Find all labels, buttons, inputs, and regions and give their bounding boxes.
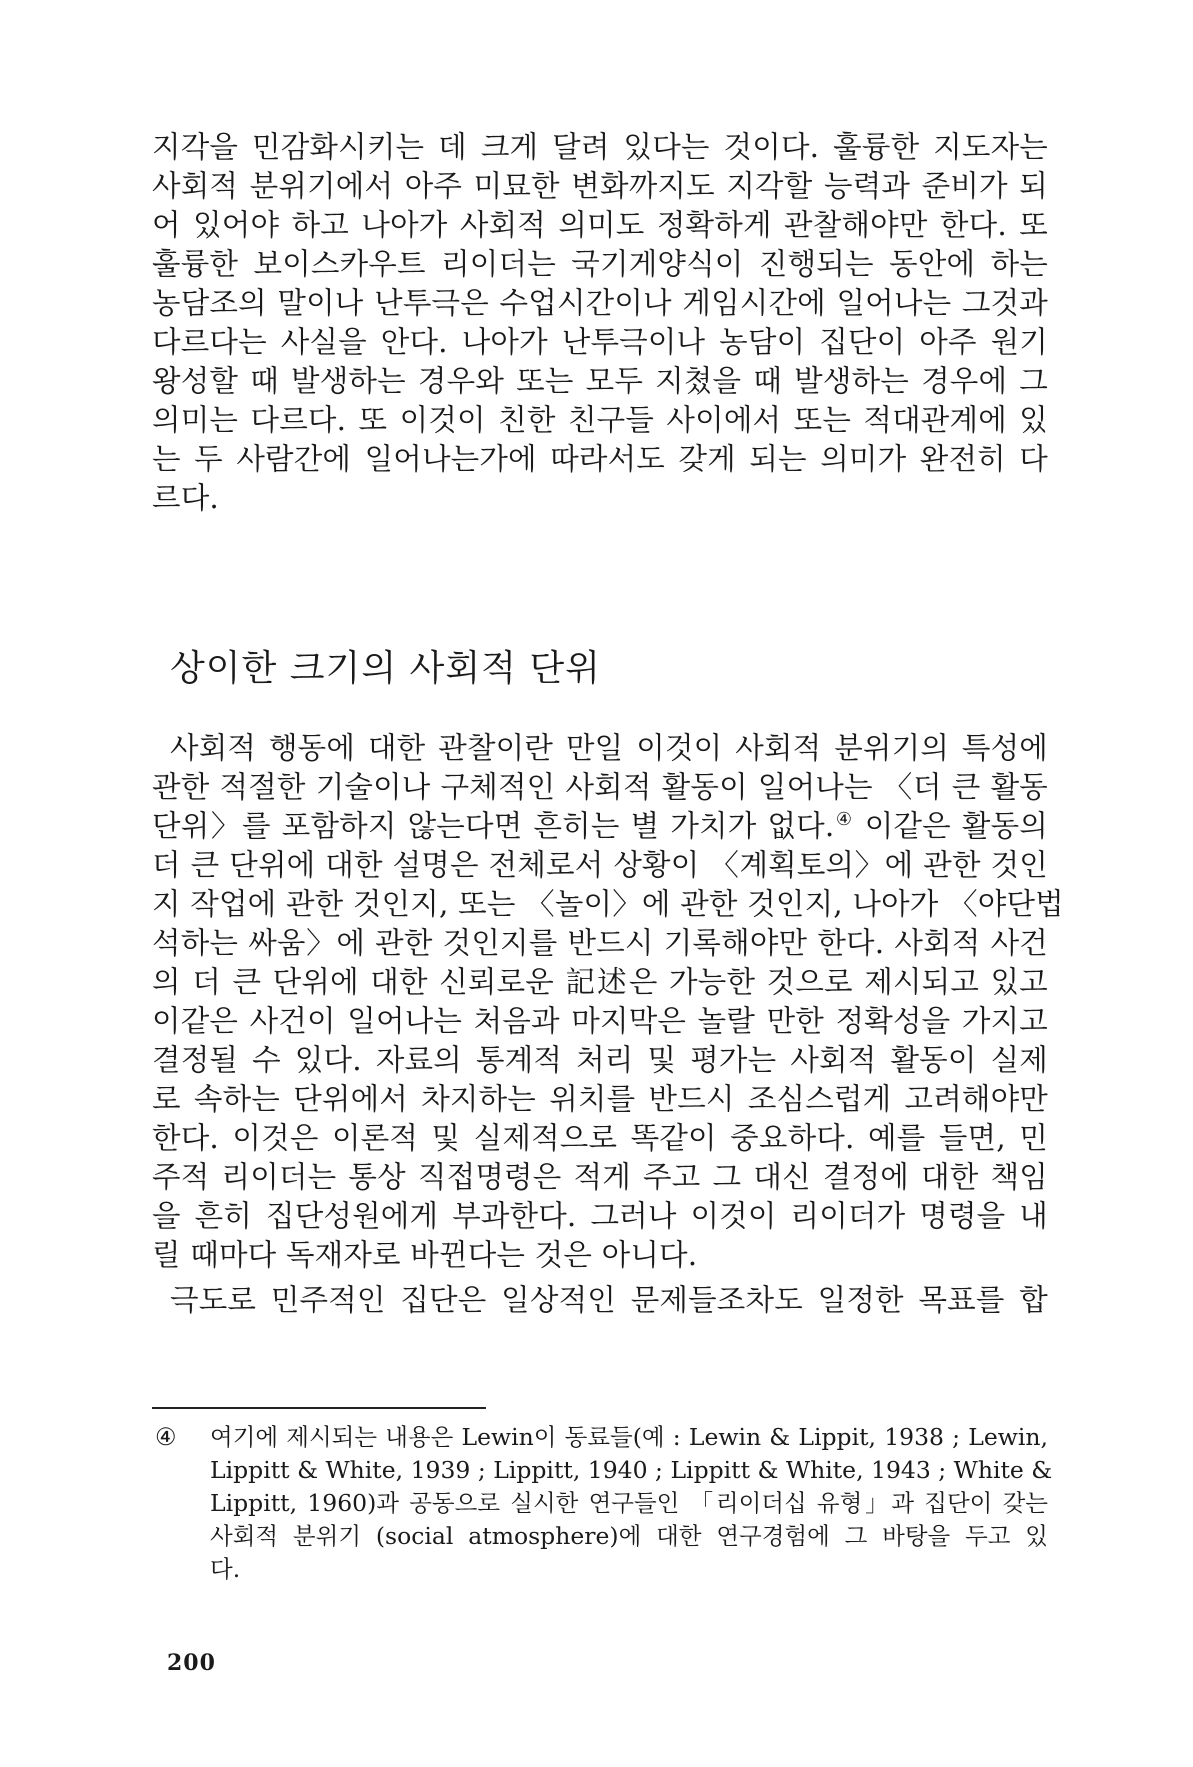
text-line: 왕성할 때 발생하는 경우와 또는 모두 지쳤을 때 발생하는 경우에 그 [152, 364, 1048, 398]
page-number: 200 [167, 1650, 216, 1676]
text-line: 의미는 다르다. 또 이것이 친한 친구들 사이에서 또는 적대관계에 있 [152, 403, 1048, 437]
text-line: 이같은 사건이 일어나는 처음과 마지막은 놀랄 만한 정확성을 가지고 [152, 1004, 1048, 1038]
text-line: 농담조의 말이나 난투극은 수업시간이나 게임시간에 일어나는 그것과 [152, 286, 1048, 320]
text-line: 훌륭한 보이스카우트 리이더는 국기게양식이 진행되는 동안에 하는 [152, 247, 1048, 281]
text-line: 는 두 사람간에 일어나는가에 따라서도 갖게 되는 의미가 완전히 다 [152, 442, 1048, 476]
text-line: 지각을 민감화시키는 데 크게 달려 있다는 것이다. 훌륭한 지도자는 [152, 130, 1048, 164]
footnote-line: Lippitt & White, 1939 ; Lippitt, 1940 ; Lippitt & White, 1943 ; White & [210, 1456, 1053, 1484]
footnote-divider [152, 1407, 486, 1409]
text-line: 지 작업에 관한 것인지, 또는 〈놀이〉에 관한 것인지, 나아가 〈야단법 [152, 887, 1064, 921]
text-line: 관한 적절한 기술이나 구체적인 사회적 활동이 일어나는 〈더 큰 활동 [152, 770, 1048, 804]
footnote-mark: ④ [155, 1423, 177, 1451]
text-line: 의 더 큰 단위에 대한 신뢰로운 記述은 가능한 것으로 제시되고 있고 [152, 965, 1048, 999]
text-line: 르다. [152, 481, 219, 515]
section-heading: 상이한 크기의 사회적 단위 [170, 648, 601, 689]
text-line: 로 속하는 단위에서 차지하는 위치를 반드시 조심스럽게 고려해야만 [152, 1082, 1048, 1116]
footnote-line: 사회적 분위기 (social atmosphere)에 대한 연구경험에 그 바탕을 두고 있 [210, 1522, 1048, 1550]
text-line: 극도로 민주적인 집단은 일상적인 문제들조차도 일정한 목표를 합 [170, 1283, 1048, 1317]
text-line: 한다. 이것은 이론적 및 실제적으로 똑같이 중요하다. 예를 들면, 민 [152, 1121, 1048, 1155]
text-segment: 단위〉를 포함하지 않는다면 흔히는 별 가치가 없다. [152, 809, 835, 843]
text-line: 결정될 수 있다. 자료의 통계적 처리 및 평가는 사회적 활동이 실제 [152, 1043, 1048, 1077]
text-line: 석하는 싸움〉에 관한 것인지를 반드시 기록해야만 한다. 사회적 사건 [152, 926, 1048, 960]
footnote-line: Lippitt, 1960)과 공동으로 실시한 연구들인 「리이더십 유형」과 집단이 갖는 [210, 1489, 1048, 1517]
text-line: 사회적 행동에 대한 관찰이란 만일 이것이 사회적 분위기의 특성에 [170, 731, 1048, 765]
footnote-line: 다. [210, 1555, 241, 1583]
footnote-reference: ④ [834, 809, 854, 831]
text-line: 을 흔히 집단성원에게 부과한다. 그러나 이것이 리이더가 명령을 내 [152, 1199, 1048, 1233]
text-line: 다르다는 사실을 안다. 나아가 난투극이나 농담이 집단이 아주 원기 [152, 325, 1048, 359]
text-line: 사회적 분위기에서 아주 미묘한 변화까지도 지각할 능력과 준비가 되 [152, 169, 1048, 203]
text-segment: 이같은 활동의 [864, 809, 1048, 843]
text-line: 더 큰 단위에 대한 설명은 전체로서 상황이 〈계획토의〉에 관한 것인 [152, 848, 1048, 882]
text-line: 릴 때마다 독재자로 바뀐다는 것은 아니다. [152, 1238, 698, 1272]
text-line [152, 806, 1048, 846]
text-line: 주적 리이더는 통상 직접명령은 적게 주고 그 대신 결정에 대한 책임 [152, 1160, 1048, 1194]
text-line: 어 있어야 하고 나아가 사회적 의미도 정확하게 관찰해야만 한다. 또 [152, 208, 1048, 242]
footnote-line: 여기에 제시되는 내용은 Lewin이 동료들(예 : Lewin & Lippit, 1938 ; Lewin, [210, 1423, 1048, 1451]
